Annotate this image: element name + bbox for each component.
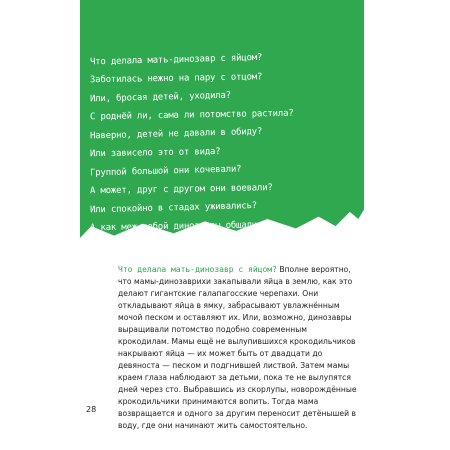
- question-line: Что делала мать-динозавр с яйцом?: [89, 52, 263, 68]
- question-list: [90, 50, 350, 235]
- question-line: Или спокойно в стадах уживались?: [89, 201, 258, 216]
- question-line: А может, друг с другом они воевали?: [89, 182, 273, 196]
- page-number: 28: [86, 405, 97, 414]
- question-line: Группой большой они кочевали?: [89, 164, 242, 179]
- article-lead: Что делала мать-динозавр с яйцом?: [118, 264, 277, 274]
- question-line: А как меж собой динозавры общались?..: [89, 219, 284, 233]
- question-line: Или, бросая детей, уходила?: [89, 90, 232, 105]
- question-line: Наверно, детей не давали в обиду?: [89, 126, 263, 142]
- article-body: Вполне вероятно, что мамы-динозаврихи закапывали яйца в землю, как это делают гигантские галапагосские черепахи. Они откладывают яйца в ямку, забрасывают увлажнённым мочой песком и оставляют их. Или, возможно, динозавры выращивали потомство подобно современным крокодилам. Мамы ещё не вылупившихся крокодильчиков накрывают яйца — их может быть от двадцати до девяноста — песком и подгнившей листвой. Затем мамы краем глаза наблюдают за детьми, пока те не вылупятся дней через сто. Выбравшись из скорлупы, новорождённые крокодильчики принимаются вопить. Тогда мама возвращается и одного за другим переносит детёнышей в воду, где они начинают жить самостоятельно.: [118, 264, 357, 430]
- article-paragraph: [118, 264, 358, 432]
- question-line: Заботилась нежно на пару с отцом?: [89, 71, 263, 85]
- question-line: Или зависело это от вида?: [89, 146, 221, 159]
- question-line: С роднёй ли, сама ли потомство растила?: [89, 108, 294, 122]
